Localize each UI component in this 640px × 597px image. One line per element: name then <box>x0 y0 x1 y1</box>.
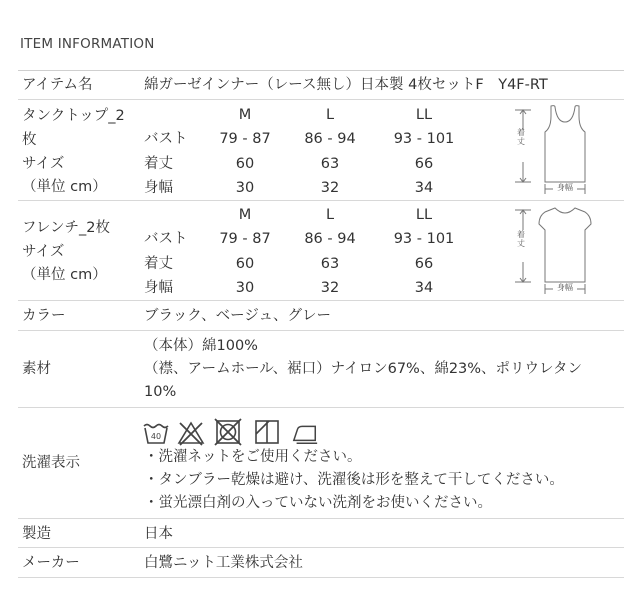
made-in-value: 日本 <box>144 526 173 542</box>
width-label: 身幅 <box>557 183 573 192</box>
table-cell: 63 <box>320 156 340 172</box>
no-bleach-icon <box>177 418 205 446</box>
size-header: LL <box>415 207 433 223</box>
made-in-label: 製造 <box>22 526 51 542</box>
material-label: 素材 <box>22 361 51 377</box>
table-cell: 66 <box>414 256 434 272</box>
maker-value: 白鷺ニット工業株式会社 <box>144 555 303 571</box>
table-cell: 60 <box>235 156 255 172</box>
table-cell: 86 - 94 <box>304 131 356 147</box>
row-label: 身幅 <box>144 280 173 296</box>
row-label: 着丈 <box>144 156 173 172</box>
table-cell: 79 - 87 <box>219 231 271 247</box>
table-cell: 30 <box>235 180 255 196</box>
table-cell: 66 <box>414 156 434 172</box>
item-name-value: 綿ガーゼインナー（レース無し）日本製 4枚セットF Y4F-RT <box>144 77 548 93</box>
size-header: LL <box>415 107 433 123</box>
width-label: 身幅 <box>557 283 573 292</box>
wash-40-icon <box>142 418 170 446</box>
row-label: 身幅 <box>144 180 173 196</box>
divider <box>18 300 624 301</box>
table-cell: 30 <box>235 280 255 296</box>
table-cell: 34 <box>414 180 434 196</box>
divider <box>18 330 624 331</box>
section-title: ITEM INFORMATION <box>20 36 155 52</box>
size-header: L <box>325 207 335 223</box>
row-label: バスト <box>144 131 188 147</box>
row-label: 着丈 <box>144 256 173 272</box>
size-header: L <box>325 107 335 123</box>
table-cell: 60 <box>235 256 255 272</box>
divider <box>18 547 624 548</box>
maker-label: メーカー <box>22 555 80 571</box>
table-cell: 93 - 101 <box>393 131 455 147</box>
french-sleeve-diagram <box>505 204 605 298</box>
size-header: M <box>238 107 252 123</box>
table-cell: 63 <box>320 256 340 272</box>
iron-low-icon <box>291 418 319 446</box>
length-label: 着丈 <box>517 230 525 248</box>
table-cell: 32 <box>320 280 340 296</box>
table-cell: 32 <box>320 180 340 196</box>
no-tumble-dry-icon <box>214 418 242 446</box>
color-label: カラー <box>22 308 66 324</box>
divider <box>18 70 624 71</box>
size-header: M <box>238 207 252 223</box>
row-label: バスト <box>144 231 188 247</box>
divider <box>18 99 624 100</box>
tank-top-diagram <box>505 102 605 198</box>
table-cell: 93 - 101 <box>393 231 455 247</box>
divider <box>18 407 624 408</box>
wash-label: 洗濯表示 <box>22 455 80 471</box>
table-cell: 86 - 94 <box>304 231 356 247</box>
divider <box>18 518 624 519</box>
item-name-label: アイテム名 <box>22 77 93 93</box>
table-cell: 34 <box>414 280 434 296</box>
length-label: 着丈 <box>517 128 525 146</box>
divider <box>18 200 624 201</box>
svg-text:40: 40 <box>150 432 162 441</box>
color-value: ブラック、ベージュ、グレー <box>144 308 332 324</box>
table-cell: 79 - 87 <box>219 131 271 147</box>
divider <box>18 577 624 578</box>
line-dry-shade-icon <box>253 418 281 446</box>
